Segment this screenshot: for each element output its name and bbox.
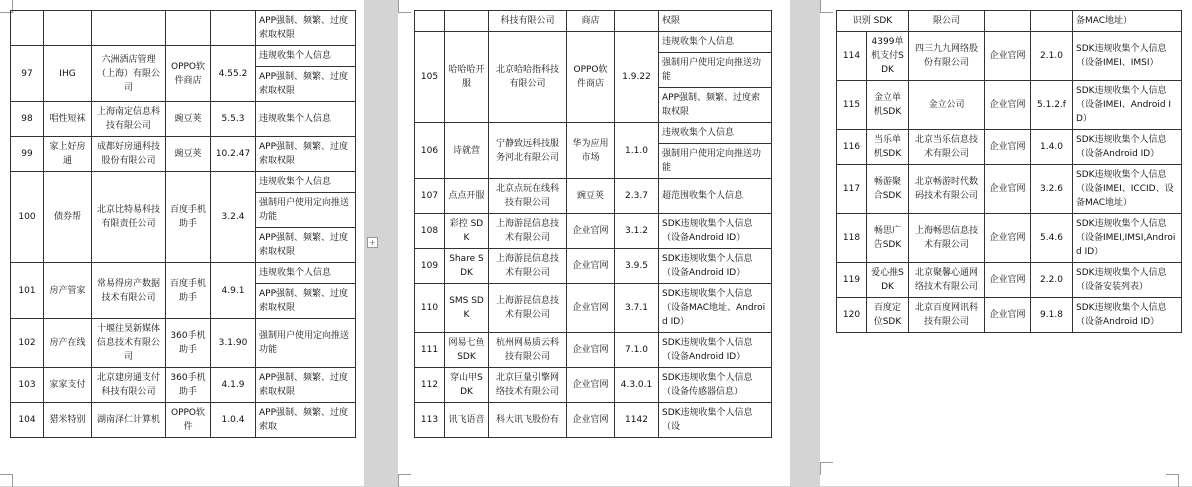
cell-issue: SDK违规收集个人信息（设备IMEI,IMSI,Android ID） [1073, 214, 1182, 263]
cell-company: 上海游昆信息技术有限公司 [489, 284, 567, 333]
cell-version: 2.2.0 [1031, 263, 1073, 298]
cell-issue: SDK违规收集个人信息（设备传感器信息） [659, 368, 772, 403]
cell-store: 企业官网 [567, 249, 615, 284]
cell-version: 4.9.1 [211, 263, 256, 319]
cell-issue: 违规收集个人信息 [659, 32, 772, 53]
cell-issue: 强制用户使用定向推送功能 [256, 193, 356, 228]
cell-version: 3.1.90 [211, 319, 256, 368]
cell-version: 2.1.0 [1031, 32, 1073, 81]
table-row [415, 11, 772, 32]
table-row [415, 368, 772, 403]
cell-issue: SDK违规收集个人信息（设备Android ID） [659, 214, 772, 249]
cell-no: 100 [11, 172, 44, 263]
cell-store: 豌豆荚 [567, 179, 615, 214]
cell-version: 1.0.4 [211, 403, 256, 438]
cell-company: 上海游昆信息技术有限公司 [489, 249, 567, 284]
cell-store: OPPO软件商店 [166, 46, 211, 102]
table-row [11, 137, 356, 172]
cell-version: 1142 [615, 403, 659, 438]
cell-no: 109 [415, 249, 445, 284]
document-page-3 [820, 0, 1192, 486]
cell-version: 3.1.2 [615, 214, 659, 249]
cell-store: 企业官网 [567, 333, 615, 368]
cell-version: 5.5.3 [211, 102, 256, 137]
table-row [415, 284, 772, 333]
crop-mark [398, 474, 411, 487]
table-row [837, 130, 1182, 165]
cell-issue: APP强制、频繁、过度索取权限 [256, 228, 356, 263]
cell-store: 华为应用市场 [567, 123, 615, 179]
cell-company: 金立公司 [909, 81, 985, 130]
cell-company [92, 11, 166, 46]
cell-issue: 强制用户使用定向推送功能 [659, 53, 772, 88]
cell-version: 3.2.4 [211, 172, 256, 263]
cell-issue: 违规收集个人信息 [659, 123, 772, 144]
cell-store: 企业官网 [567, 368, 615, 403]
table-row [837, 32, 1182, 81]
cell-no: 118 [837, 214, 867, 263]
cell-company: 北京哈哈指科技有限公司 [489, 32, 567, 123]
table-row [415, 179, 772, 214]
table-row [837, 165, 1182, 214]
cell-company: 上海畅思信息技术有限公司 [909, 214, 985, 263]
cell-no: 102 [11, 319, 44, 368]
cell-app-name: 房产在线 [44, 319, 92, 368]
table-row [11, 403, 356, 438]
cell-no: 116 [837, 130, 867, 165]
cell-company: 北京聚馨心通网络技术有限公司 [909, 263, 985, 298]
cell-no: 119 [837, 263, 867, 298]
cell-store: 百度手机助手 [166, 172, 211, 263]
table-row [415, 403, 772, 438]
table-row [11, 11, 356, 46]
table-row [837, 81, 1182, 130]
cell-no: 104 [11, 403, 44, 438]
cell-store: 企业官网 [567, 403, 615, 438]
cell-store [166, 11, 211, 46]
cell-store: 企业官网 [567, 214, 615, 249]
cell-no: 111 [415, 333, 445, 368]
cell-version: 7.1.0 [615, 333, 659, 368]
cell-version: 1.1.0 [615, 123, 659, 179]
cell-app-name: 4399单机支付SDK [867, 32, 909, 81]
cell-version: 3.9.5 [615, 249, 659, 284]
cell-company: 十堰往昊新媒体信息技术有限公司 [92, 319, 166, 368]
table-row [415, 32, 772, 53]
cell-store: OPPO软件 [166, 403, 211, 438]
cell-issue: SDK违规收集个人信息（设备IMEI、ICCID、设备MAC地址） [1073, 165, 1182, 214]
document-page-2 [398, 0, 790, 486]
cell-app-name: 百度定位SDK [867, 298, 909, 333]
cell-company: 北京建房通支付科技有限公司 [92, 368, 166, 403]
cell-version: 5.4.6 [1031, 214, 1073, 263]
cell-company: 上海游昆信息技术有限公司 [489, 214, 567, 249]
table-row [837, 298, 1182, 333]
cell-app-name: 猎米特别 [44, 403, 92, 438]
cell-no: 115 [837, 81, 867, 130]
cell-version: 4.3.0.1 [615, 368, 659, 403]
cell-issue: APP强制、频繁、过度索取权限 [256, 368, 356, 403]
cell-app-name: 债券帮 [44, 172, 92, 263]
cell-app-name [445, 11, 489, 32]
table-row [11, 46, 356, 67]
cell-company: 北京百度网讯科技有限公司 [909, 298, 985, 333]
cell-store: 商店 [567, 11, 615, 32]
crop-mark [1166, 474, 1179, 487]
table-row [415, 333, 772, 368]
cell-app-name: 哈哈哈开服 [445, 32, 489, 123]
cell-version: 3.7.1 [615, 284, 659, 333]
cell-issue: SDK违规收集个人信息（设备Android ID） [1073, 298, 1182, 333]
cell-issue: SDK违规收集个人信息（设备IMEI、IMSI） [1073, 32, 1182, 81]
cell-issue: 违规收集个人信息 [256, 172, 356, 193]
crop-mark [820, 462, 833, 475]
cell-app-name: SMS SDK [445, 284, 489, 333]
cell-no: 101 [11, 263, 44, 319]
cell-issue: 权限 [659, 11, 772, 32]
crop-mark [820, 0, 833, 13]
table-row [415, 123, 772, 144]
cell-issue: SDK违规收集个人信息（设备MAC地址、Android ID） [659, 284, 772, 333]
cell-app-name [44, 11, 92, 46]
cell-company: 四三九九网络股份有限公司 [909, 32, 985, 81]
cell-no: 110 [415, 284, 445, 333]
cell-issue: 备MAC地址） [1073, 11, 1182, 32]
cell-app-name: 点点开服 [445, 179, 489, 214]
cell-company: 科大讯飞股份有 [489, 403, 567, 438]
cell-store: 企业官网 [985, 165, 1031, 214]
cell-app-name: 家上好房通 [44, 137, 92, 172]
add-row-icon[interactable]: + [367, 237, 378, 248]
app-violation-table-1 [10, 10, 356, 438]
table-row [415, 249, 772, 284]
cell-issue: SDK违规收集个人信息（设备Android ID） [659, 249, 772, 284]
cell-version: 1.9.22 [615, 32, 659, 123]
table-row [11, 368, 356, 403]
cell-company: 北京畅游时代数码技术有限公司 [909, 165, 985, 214]
cell-company: 成都好房通科技股份有限公司 [92, 137, 166, 172]
cell-issue: SDK违规收集个人信息（设 [659, 403, 772, 438]
cell-no: 120 [837, 298, 867, 333]
cell-store: 百度手机助手 [166, 263, 211, 319]
cell-no: 105 [415, 32, 445, 123]
cell-store: 企业官网 [985, 214, 1031, 263]
cell-no: 103 [11, 368, 44, 403]
cell-no: 114 [837, 32, 867, 81]
cell-app-name: 讯飞语音 [445, 403, 489, 438]
cell-issue: 违规收集个人信息 [256, 46, 356, 67]
cell-issue: 强制用户使用定向推送功能 [659, 144, 772, 179]
cell-issue: SDK违规收集个人信息（设备Android ID） [1073, 130, 1182, 165]
cell-app-name: 畅游聚合SDK [867, 165, 909, 214]
cell-version [211, 11, 256, 46]
table-row [837, 11, 1182, 32]
cell-app-name: 房产管家 [44, 263, 92, 319]
cell-no: 108 [415, 214, 445, 249]
cell-version: 4.55.2 [211, 46, 256, 102]
cell-app-name: IHG [44, 46, 92, 102]
crop-mark [398, 0, 411, 13]
cell-issue: SDK违规收集个人信息（设备安装列表） [1073, 263, 1182, 298]
cell-issue: 违规收集个人信息 [256, 263, 356, 284]
cell-issue: SDK违规收集个人信息（设备Android ID） [659, 333, 772, 368]
table-row [837, 263, 1182, 298]
cell-app-name: 畅思广告SDK [867, 214, 909, 263]
cell-company: 北京当乐信息技术有限公司 [909, 130, 985, 165]
cell-version: 2.3.7 [615, 179, 659, 214]
cell-store: 企业官网 [985, 81, 1031, 130]
cell-version: 1.4.0 [1031, 130, 1073, 165]
cell-company: 湖南泽仁计算机 [92, 403, 166, 438]
cell-store: 360手机助手 [166, 319, 211, 368]
cell-no [11, 11, 44, 46]
cell-issue: 超范围收集个人信息 [659, 179, 772, 214]
cell-company: 上海南定信息科技有限公司 [92, 102, 166, 137]
cell-app-name: 彩控 SDK [445, 214, 489, 249]
cell-version [1031, 11, 1073, 32]
cell-company: 常易得房产数据技术有限公司 [92, 263, 166, 319]
cell-app-name: 诗就营 [445, 123, 489, 179]
table-row [11, 102, 356, 137]
cell-app-name: 家家支付 [44, 368, 92, 403]
table-row [11, 172, 356, 193]
cell-version [615, 11, 659, 32]
cell-issue: 强制用户使用定向推送功能 [256, 319, 356, 368]
cell-version: 3.2.6 [1031, 165, 1073, 214]
cell-no: 117 [837, 165, 867, 214]
cell-company: 宁静致远科技服务河北有限公司 [489, 123, 567, 179]
cell-issue: APP强制、频繁、过度索取权限 [256, 67, 356, 102]
cell-company: 杭州网易质云科技有限公司 [489, 333, 567, 368]
cell-store: 企业官网 [985, 298, 1031, 333]
cell-app-name: 网易七鱼SDK [445, 333, 489, 368]
app-violation-table-3 [836, 10, 1182, 333]
cell-no: 98 [11, 102, 44, 137]
cell-company: 北京巨量引擎网络技术有限公司 [489, 368, 567, 403]
cell-company: 限公司 [909, 11, 985, 32]
cell-no: 97 [11, 46, 44, 102]
cell-store: 豌豆荚 [166, 137, 211, 172]
cell-app-name: 唱性短袜 [44, 102, 92, 137]
cell-company: 六洲酒店管理（上海）有限公司 [92, 46, 166, 102]
cell-store: 企业官网 [985, 130, 1031, 165]
cell-company: 北京点玩在线科技有限公司 [489, 179, 567, 214]
cell-company: 北京比特易科技有限责任公司 [92, 172, 166, 263]
app-violation-table-2 [414, 10, 772, 438]
cell-app-name: 穿山甲SDK [445, 368, 489, 403]
cell-no: 99 [11, 137, 44, 172]
cell-no: 106 [415, 123, 445, 179]
cell-issue: SDK违规收集个人信息（设备IMEI、Android ID） [1073, 81, 1182, 130]
document-page-1 [0, 0, 376, 486]
cell-store: 企业官网 [985, 263, 1031, 298]
cell-issue: APP强制、频繁、过度索取权限 [256, 284, 356, 319]
crop-mark [0, 474, 13, 487]
cell-app-name: 识别 SDK [837, 11, 909, 32]
cell-app-name: 爱心推SDK [867, 263, 909, 298]
cell-company: 科技有限公司 [489, 11, 567, 32]
cell-version: 5.1.2.f [1031, 81, 1073, 130]
cell-store: 豌豆荚 [166, 102, 211, 137]
cell-no: 107 [415, 179, 445, 214]
cell-store [985, 11, 1031, 32]
table-row [837, 214, 1182, 263]
cell-no [415, 11, 445, 32]
cell-no: 113 [415, 403, 445, 438]
cell-store: OPPO软件商店 [567, 32, 615, 123]
cell-issue: APP强制、频繁、过度索取权限 [256, 11, 356, 46]
cell-store: 企业官网 [567, 284, 615, 333]
cell-issue: APP强制、频繁、过度索取权限 [659, 88, 772, 123]
cell-version: 4.1.9 [211, 368, 256, 403]
cell-app-name: 金立单机SDK [867, 81, 909, 130]
cell-app-name: Share SDK [445, 249, 489, 284]
cell-version: 9.1.8 [1031, 298, 1073, 333]
cell-app-name: 当乐单机SDK [867, 130, 909, 165]
cell-issue: 违规收集个人信息 [256, 102, 356, 137]
cell-version: 10.2.47 [211, 137, 256, 172]
cell-store: 企业官网 [985, 32, 1031, 81]
cell-issue: APP强制、频繁、过度索取权限 [256, 137, 356, 172]
cell-no: 112 [415, 368, 445, 403]
table-row [415, 214, 772, 249]
table-row [11, 319, 356, 368]
cell-store: 360手机助手 [166, 368, 211, 403]
table-row [11, 263, 356, 284]
cell-issue: APP强制、频繁、过度索取 [256, 403, 356, 438]
